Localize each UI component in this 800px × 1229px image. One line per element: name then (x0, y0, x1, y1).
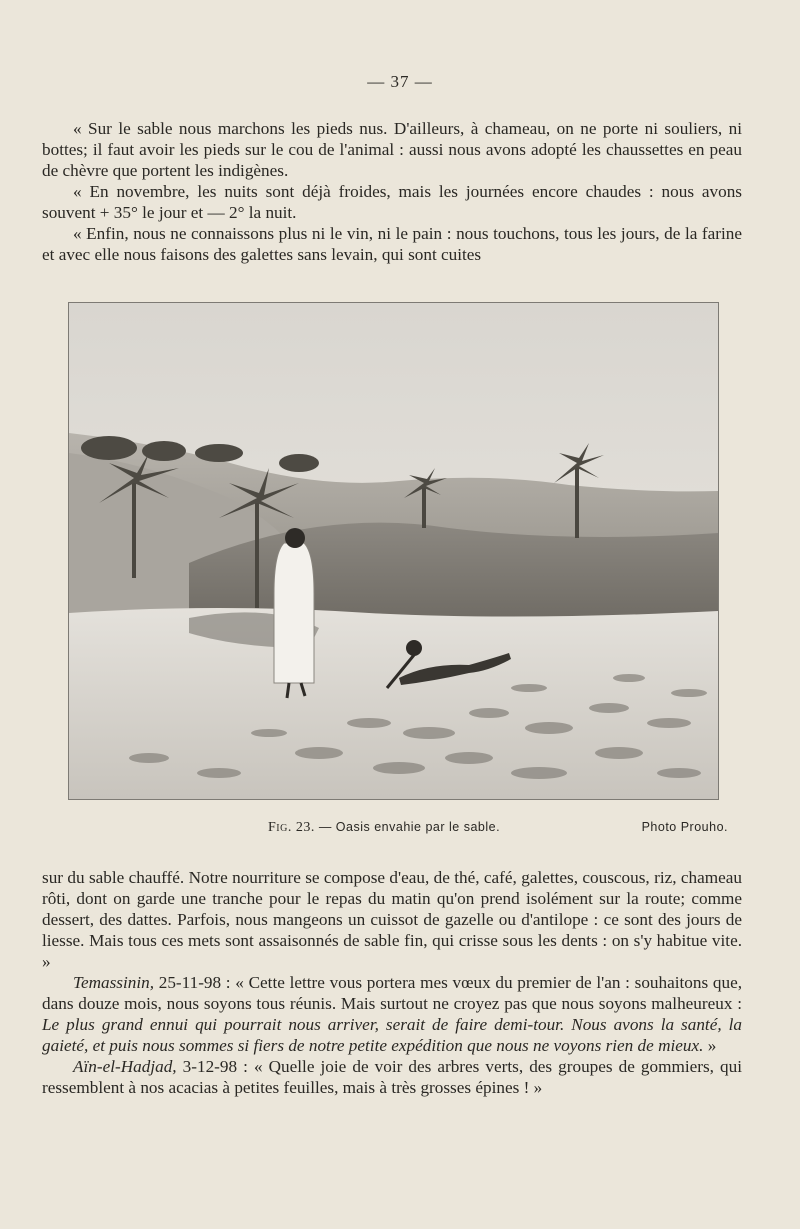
paragraph-sand-walking: « Sur le sable nous marchons les pieds nus. D'ailleurs, à chameau, on ne porte ni souliers, ni bottes; il faut avoir les pieds sur le cou de l'animal : aussi nous avons adopté les chaussettes en peau de chèvre que portent les indigènes. (42, 119, 742, 180)
ain-el-hadjad-text: 3-12-98 : « Quelle joie de voir des arbres verts, des groupes de gommiers, qui ressemblent à nos acacias à petites feuilles, mais à très grosses épines ! » (42, 1057, 742, 1097)
top-text-block (42, 118, 742, 265)
paragraph-temassinin (42, 972, 742, 1056)
place-ain-el-hadjad: Aïn-el-Hadjad, (73, 1057, 177, 1076)
figure-caption-text: — Oasis envahie par le sable. (314, 820, 501, 834)
place-temassinin: Temassinin, (73, 973, 155, 992)
bottom-text-block (42, 867, 742, 1098)
photo-credit: Photo Prouho. (641, 820, 728, 834)
temassinin-quote: Le plus grand ennui qui pourrait nous arriver, serait de faire demi-tour. Nous avons la santé, la gaieté, et puis nous sommes si fiers de notre petite expédition que nous ne voyons rien de mieux. (42, 1015, 742, 1055)
paragraph-no-wine-bread: « Enfin, nous ne connaissons plus ni le vin, ni le pain : nous touchons, tous les jours, de la farine et avec elle nous faisons des galettes sans levain, qui sont cuites (42, 224, 742, 264)
temassinin-close: » (703, 1036, 717, 1055)
page-number: — 37 — (367, 72, 433, 91)
paragraph-food: sur du sable chauffé. Notre nourriture se compose d'eau, de thé, café, galettes, couscous, riz, chameau rôti, dont on garde une tranche pour le repas du matin qu'on prend isolément sur la route; comme dessert, des dattes. Parfois, nous mangeons un cuissot de gazelle ou d'antilope : ce sont des jours de liesse. Mais tous ces mets sont assaisonnés de sable fin, qui crisse sous les dents : on s'y habitue vite. » (42, 868, 742, 971)
figure-caption (268, 820, 500, 836)
paragraph-november-temps: « En novembre, les nuits sont déjà froides, mais les journées encore chaudes : nous avons souvent + 35° le jour et — 2° la nuit. (42, 182, 742, 222)
paragraph-ain-el-hadjad (42, 1056, 742, 1098)
desert-oasis-photo (68, 302, 719, 800)
temassinin-text: 25-11-98 : « Cette lettre vous portera mes vœux du premier de l'an : souhaitons que, dans douze mois, nous soyons tous réunis. Mais surtout ne croyez pas que nous soyons malheureux : (42, 973, 742, 1013)
figure-label: Fig. 23. (268, 820, 315, 835)
